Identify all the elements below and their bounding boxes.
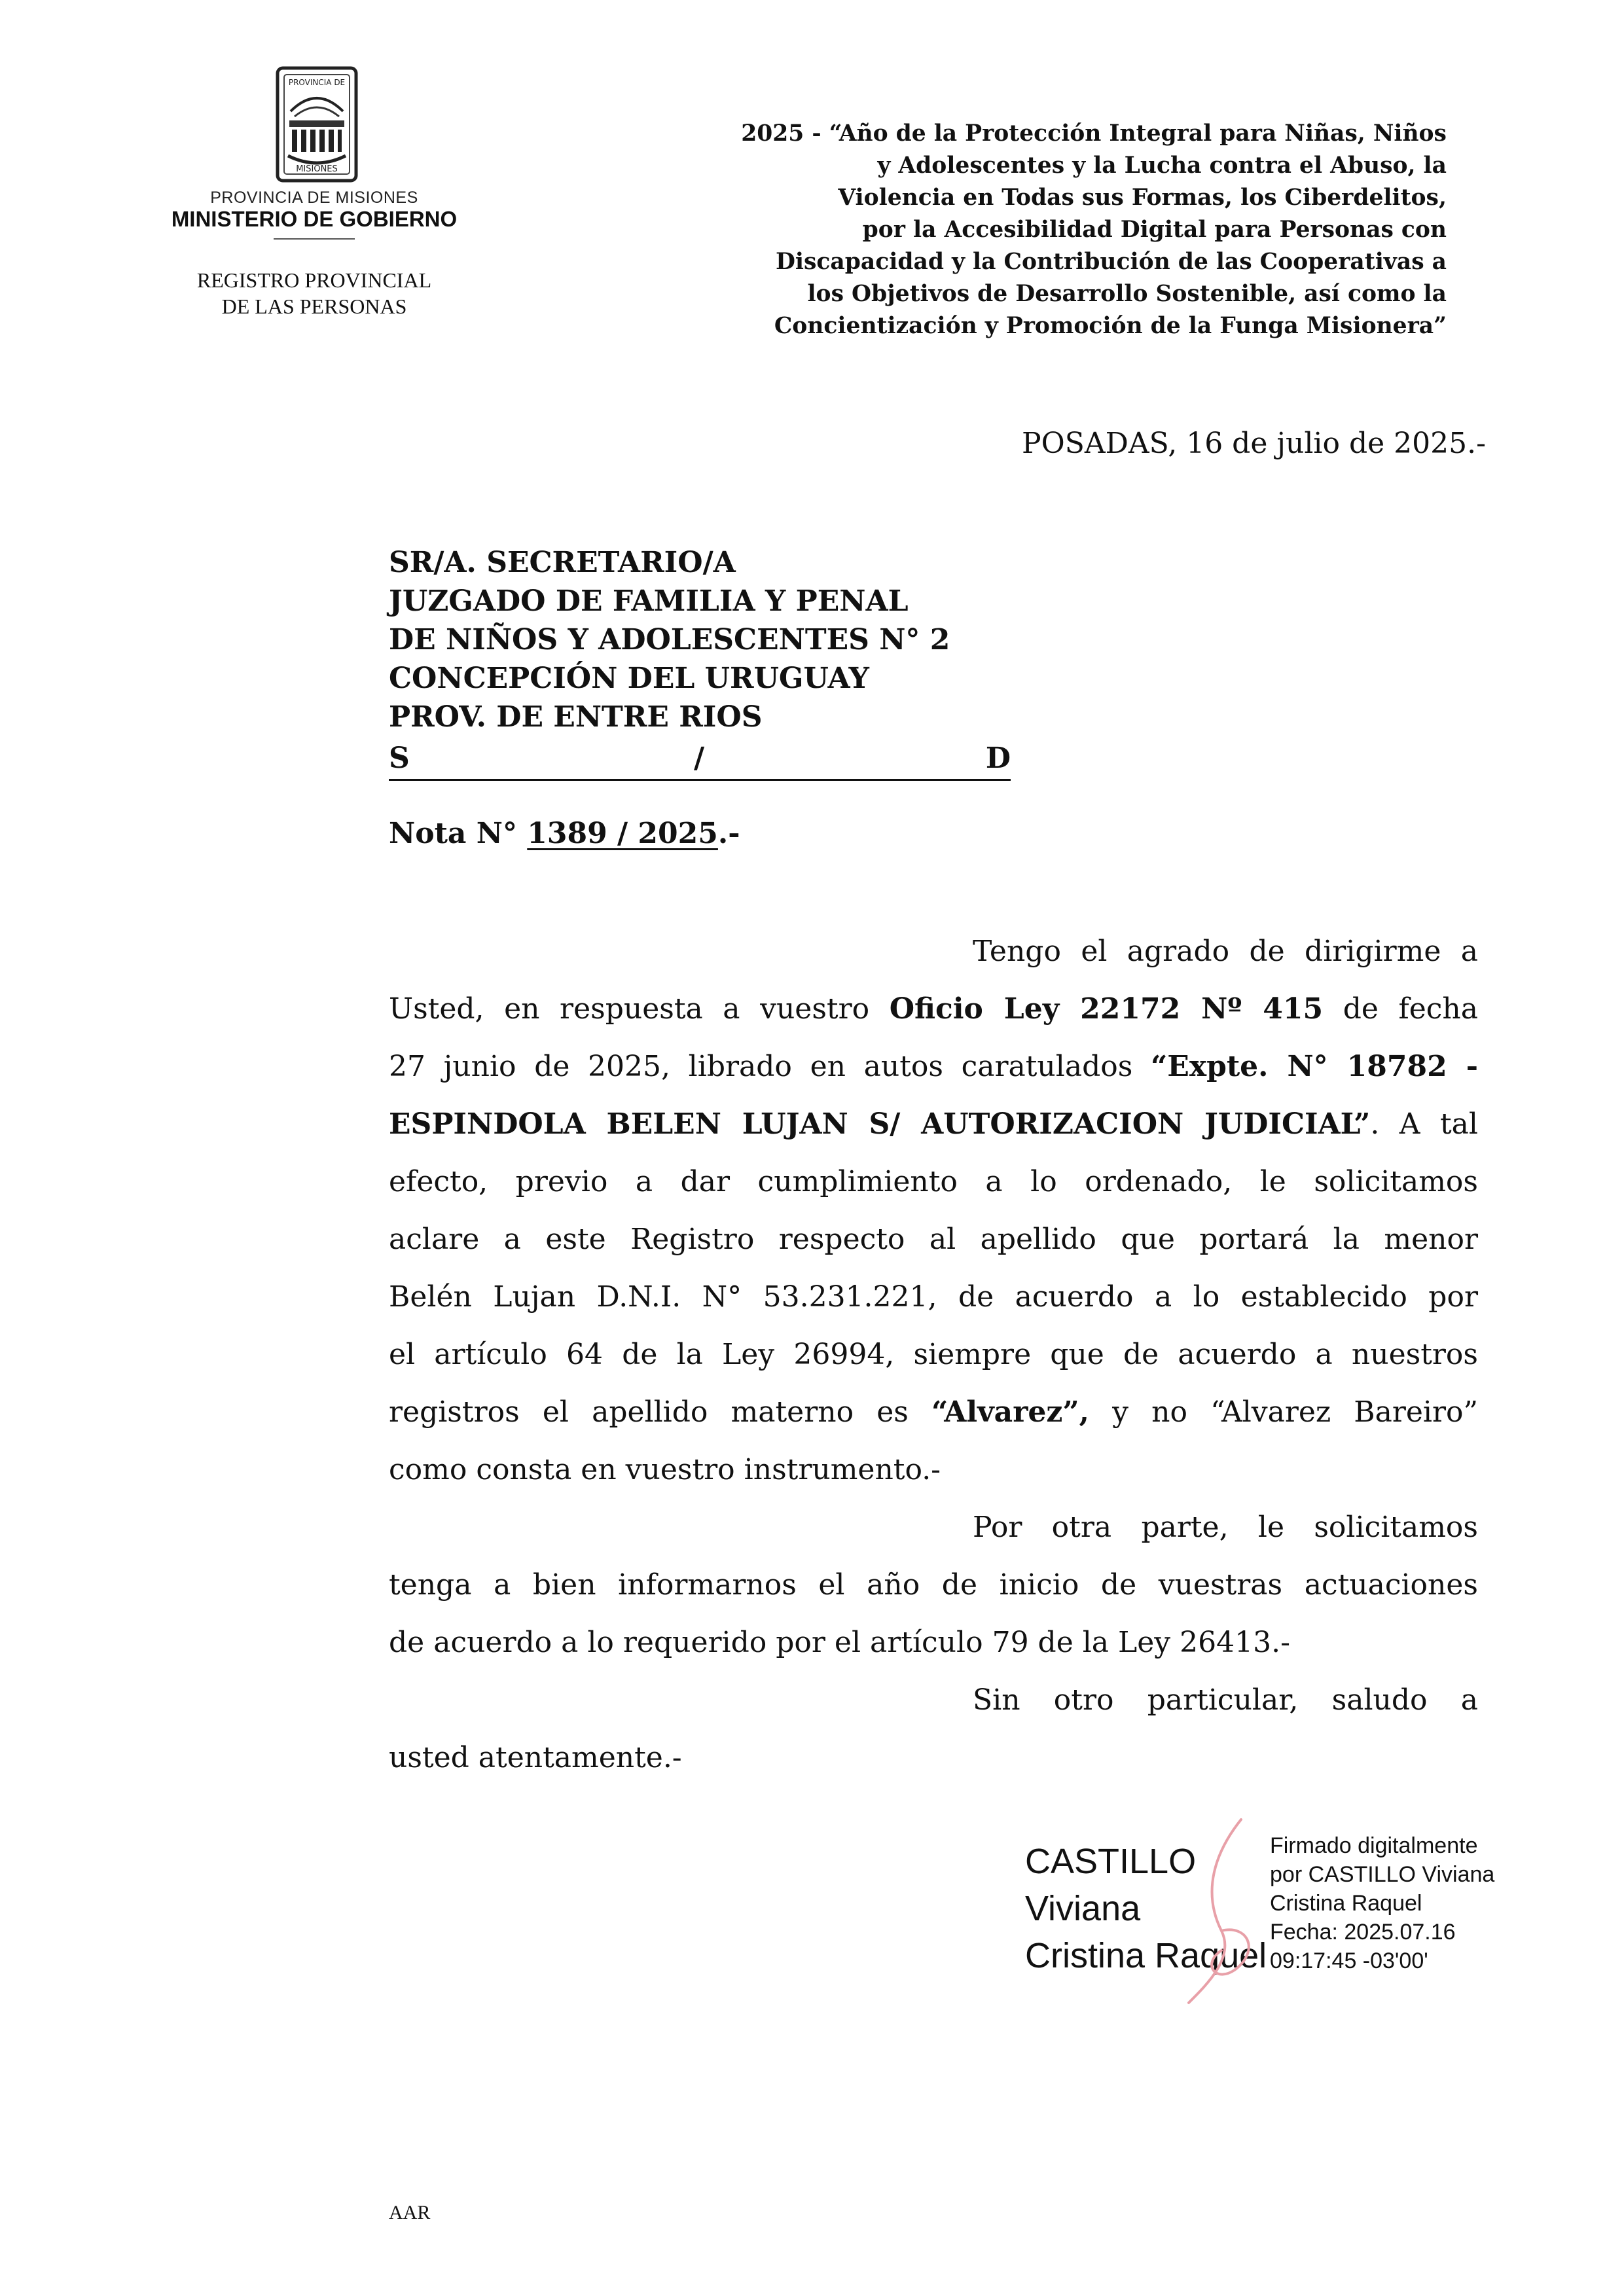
- body-paragraph-2: [389, 1499, 1478, 1672]
- closing-paragraph: [389, 1672, 1478, 1787]
- ministry-name: MINISTERIO DE GOBIERNO: [171, 207, 458, 231]
- body-line: Belén Lujan D.N.I. N° 53.231.221, de acuerdo a lo establecido por: [389, 1280, 1478, 1314]
- sd-d: D: [985, 742, 1011, 775]
- body-text: Por otra parte, le solicitamos: [973, 1511, 1478, 1544]
- seal-top-text: PROVINCIA DE: [288, 78, 346, 87]
- motto-line: y Adolescentes y la Lucha contra el Abuso, la: [877, 152, 1447, 179]
- note-suffix: .-: [717, 817, 740, 850]
- body-line: aclare a este Registro respecto al apellido que portará la menor: [389, 1223, 1478, 1256]
- note-prefix: Nota N°: [389, 817, 517, 850]
- body-text: Usted, en respuesta a vuestro: [389, 992, 890, 1026]
- registry-name: [157, 267, 471, 319]
- seal-bottom-text: MISIONES: [296, 164, 338, 174]
- body-line: [389, 1672, 1478, 1729]
- body-line: [389, 1096, 1478, 1153]
- signer-name-line: Cristina Raquel: [1025, 1936, 1267, 1975]
- addressee-line: JUZGADO DE FAMILIA Y PENAL: [389, 584, 909, 618]
- coat-of-arms-icon: [251, 65, 382, 183]
- signature-info-line: por CASTILLO Viviana: [1270, 1862, 1495, 1887]
- motto-line: los Objetivos de Desarrollo Sostenible, así como la: [807, 281, 1447, 307]
- motto-line: Concientización y Promoción de la Funga Misionera”: [774, 313, 1447, 339]
- registry-line-1: REGISTRO PROVINCIAL: [196, 268, 432, 292]
- signer-name-line: CASTILLO: [1025, 1842, 1197, 1881]
- body-line: tenga a bien informarnos el año de inicio de vuestras actuaciones: [389, 1568, 1478, 1602]
- ministry-divider: [274, 238, 355, 240]
- body-line: [389, 1038, 1478, 1096]
- motto-line: 2025 - “Año de la Protección Integral para Niñas, Niños: [741, 120, 1447, 147]
- body-text: Sin otro particular, saludo a: [973, 1683, 1478, 1717]
- note-number-value: 1389 / 2025: [527, 817, 718, 850]
- letter-date: POSADAS, 16 de julio de 2025.-: [1022, 427, 1486, 460]
- body-line: [389, 1499, 1478, 1556]
- body-paragraph-1: [389, 923, 1478, 1499]
- addressee-line: CONCEPCIÓN DEL URUGUAY: [389, 662, 869, 695]
- body-line: como consta en vuestro instrumento.-: [389, 1453, 941, 1486]
- body-text: registros el apellido materno es: [389, 1395, 932, 1429]
- motto-line: Violencia en Todas sus Formas, los Ciberdelitos,: [838, 185, 1447, 211]
- signer-name-line: Viviana: [1025, 1889, 1141, 1928]
- motto-line: Discapacidad y la Contribución de las Cooperativas a: [775, 249, 1447, 275]
- body-line: efecto, previo a dar cumplimiento a lo ordenado, le solicitamos: [389, 1165, 1478, 1198]
- signature-mark-icon: [1163, 1813, 1280, 2009]
- motto-line: por la Accesibilidad Digital para Personas con: [862, 217, 1447, 243]
- case-reference: “Expte. N° 18782 -: [1150, 1050, 1479, 1083]
- addressee-line: DE NIÑOS Y ADOLESCENTES N° 2: [389, 623, 950, 656]
- body-line: [389, 1384, 1478, 1441]
- body-line: [389, 923, 1478, 980]
- sd-slash: /: [694, 742, 705, 775]
- addressee-line: PROV. DE ENTRE RIOS: [389, 700, 763, 734]
- typist-initials: AAR: [389, 2202, 431, 2223]
- digital-signature-info: [1270, 1831, 1494, 1975]
- maternal-surname: “Alvarez”,: [931, 1395, 1089, 1429]
- body-text: 27 junio de 2025, librado en autos caratulados: [389, 1050, 1151, 1083]
- body-text: de fecha: [1323, 992, 1479, 1026]
- signature-info-line: Cristina Raquel: [1270, 1891, 1422, 1916]
- note-number: [389, 817, 740, 850]
- addressee-line: SR/A. SECRETARIO/A: [389, 546, 736, 579]
- registry-line-2: DE LAS PERSONAS: [221, 295, 407, 318]
- body-line: [389, 980, 1478, 1038]
- signature-info-line: 09:17:45 -03'00': [1270, 1948, 1428, 1973]
- province-name: PROVINCIA DE MISIONES: [210, 188, 418, 207]
- body-text: . A tal: [1370, 1107, 1478, 1141]
- sd-line: [389, 738, 1011, 781]
- oficio-reference: Oficio Ley 22172 Nº 415: [889, 992, 1324, 1026]
- signature-info-line: Fecha: 2025.07.16: [1270, 1920, 1456, 1945]
- case-title: ESPINDOLA BELEN LUJAN S/ AUTORIZACION JUDICIAL”: [389, 1107, 1371, 1141]
- signature-info-line: Firmado digitalmente: [1270, 1833, 1478, 1858]
- body-line: el artículo 64 de la Ley 26994, siempre que de acuerdo a nuestros: [389, 1338, 1478, 1371]
- body-text: Tengo el agrado de dirigirme a: [973, 935, 1478, 968]
- year-motto: [615, 118, 1447, 342]
- addressee-block: [389, 543, 950, 736]
- sd-s: S: [389, 742, 410, 775]
- body-line: de acuerdo a lo requerido por el artículo 79 de la Ley 26413.-: [389, 1626, 1290, 1659]
- body-line: usted atentamente.-: [389, 1741, 682, 1774]
- signature-stroke: [1189, 1820, 1249, 2003]
- body-text: y no “Alvarez Bareiro”: [1089, 1395, 1479, 1429]
